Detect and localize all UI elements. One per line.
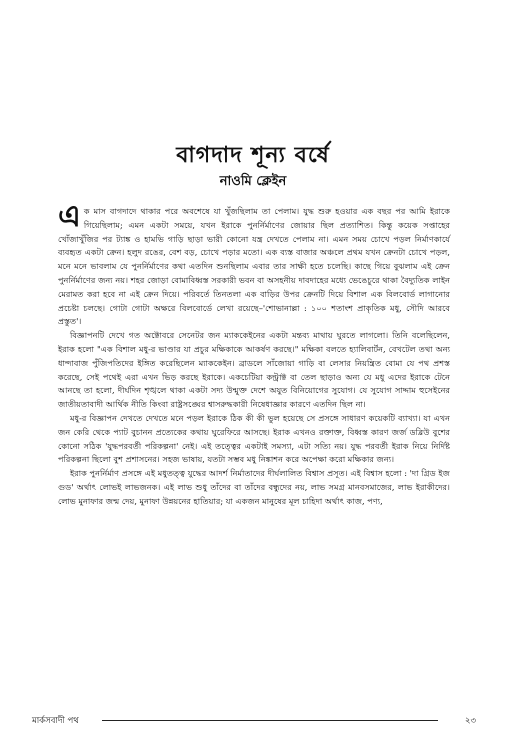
paragraph-4: ইরাক পুনর্নির্মাণ প্রসঙ্গে এই মধুতত্ত্ব যুদ্ধের আদর্শ নির্মাতাদের দীর্ঘলালিত বিশ্বাস প্রসূত। এই বিশ্বাস হলো : 'দা গ্রিড ইজ গুড' অর্থাৎ লোভই লাভজনক। এই লাভ শুধু তাঁদের বা তাঁদের বন্ধুদের নয়, লাভ সমগ্র মানবসমাজের, লাভ ইরাকীদের। লোভ মুনাফার জন্ম দেয়, মুনাফা উন্নয়নের হাতিয়ার; যা একজন মানুষের মূল চাহিদা অর্থাৎ কাজ, পণ্য, [58,468,450,506]
paragraph-1-text: ক মাস বাগদাদে থাকার পরে অবশেষে যা খুঁজছিলাম তা পেলাম। যুদ্ধ শুরু হওয়ার এক বছর পর আমি ইরাকে গিয়েছিলাম; এমন একটা সময়ে, যখন ইরাকে পুনর্নির্মাণের জোয়ার ছিল প্রত্যাশিত। কিন্তু কয়েক সপ্তাহের খোঁজাখুঁজির পর ট্যাঙ্ক ও হামভি গাড়ি ছাড়া ভারী কোনো যন্ত্র দেখতে পেলাম না। এমন সময় চোখে পড়ল নির্মাণকার্যে ব্যবহৃত একটা ক্রেন। হলুদ রঙের, বেশ বড়, চোখে পড়ার মতো। এক ব্যস্ত বাজার অঞ্চলে প্রথম যখন ক্রেনটা চোখে পড়ল, মনে মনে ভাবলাম যে পুনর্নির্মাণের কথা এতদিন শুনছিলাম এবার তার সাক্ষী হতে চলেছি। কাছে গিয়ে বুঝলাম এই ক্রেন পুনর্নির্মাণের জন্য নয়। শহর জোড়া বোমাবিধ্বস্ত সরকারী ভবন বা অসহনীয় দাবদাহের মধ্যে ভেঙেচুরে থাকা বৈদ্যুতিক লাইন মেরামত করা হবে না এই ক্রেন দিয়ে। পরিবর্তে তিনতলা এক বাড়ির উপর ক্রেনটি দিয়ে বিশাল এক বিলবোর্ড লাগানোর প্রচেষ্টা চলছে। গোটা গোটা অক্ষরে বিলবোর্ডে লেখা রয়েছে–'শোভানাল্লা : ১০০ শতাংশ প্রাকৃতিক মধু, সৌদি আরবে প্রস্তুত'। [58,206,450,327]
paragraph-1 [58,199,450,329]
paragraph-2: বিজ্ঞাপনটি দেখে গত অক্টোবরে সেনেটর জন ম্যাককেইনের একটা মন্তব্য মাথায় ঘুরতে লাগলো। তিনি বলেছিলেন, ইরাক হলো "এক বিশাল মধু-র ভাণ্ডার যা প্রচুর মক্ষিকাকে আকর্ষণ করছে।" মক্ষিকা বলতে হ্যালিবার্টন, বেখটেল তথা অন্য ধান্দাবাজ পুঁজিপতিদের ইঙ্গিত করেছিলেন ম্যাককেইন। ব্রাডলে সাঁজোয়া গাড়ি বা লেসার নিয়ন্ত্রিত বোমা যে পথ প্রশস্ত করেছে, সেই পথেই এরা এখন ভিড় করছে ইরাকে। একচেটিয়া কন্ট্রাক্ট বা তেল ছাড়াও অন্য যে মধু এদের ইরাকে টেনে আনছে তা হলো, দীর্ঘদিন শৃঙ্খলে থাকা একটা সদ্য উন্মুক্ত দেশে অযুত বিনিয়োগের সুযোগ। যে সুযোগ সাদ্দাম হুসেইনের জাতীয়তাবাদী আর্থিক নীতি কিংবা রাষ্ট্রসঙ্ঘের শ্বাসরুদ্ধকারী নিষেধাজ্ঞার কারণে এতদিন ছিল না। [58,330,450,410]
paragraph-3: মধু-র বিজ্ঞাপন দেখতে দেখতে মনে পড়ল ইরাকে ঠিক কী কী ভুল হয়েছে সে প্রসঙ্গে সাধারণ কয়েকটি ব্যাখ্যা। যা এখন জন কেরি থেকে প্যাট বুচানন প্রত্যেকের কথায় ঘুরেফিরে আসছে। ইরাক এখনও রক্তাক্ত, বিধ্বস্ত কারণ জর্জ ডব্লিউ বুশের কোনো সঠিক 'যুদ্ধপরবর্তী পরিকল্পনা' নেই। এই তত্ত্বের একটাই সমস্যা, এটা সত্যি নয়। যুদ্ধ পরবর্তী ইরাক নিয়ে নির্দিষ্ট পরিকল্পনা ছিলো বুশ প্রশাসনের। সহজ ভাষায়, যতটা সম্ভব মধু নিঙ্কাশন করে অপেক্ষা করো মক্ষিকার জন্য। [58,412,450,465]
footer-divider [102,720,438,721]
journal-name: মার্কসবাদী পথ [32,716,79,726]
drop-cap: এ [58,199,81,234]
article-body [58,199,450,509]
page-footer [32,714,476,730]
article-author: নাওমি ক্লেইন [219,174,287,189]
article-title: বাগদাদ শূন্য বর্ষে [176,142,330,168]
page-number: ২৩ [464,716,476,726]
